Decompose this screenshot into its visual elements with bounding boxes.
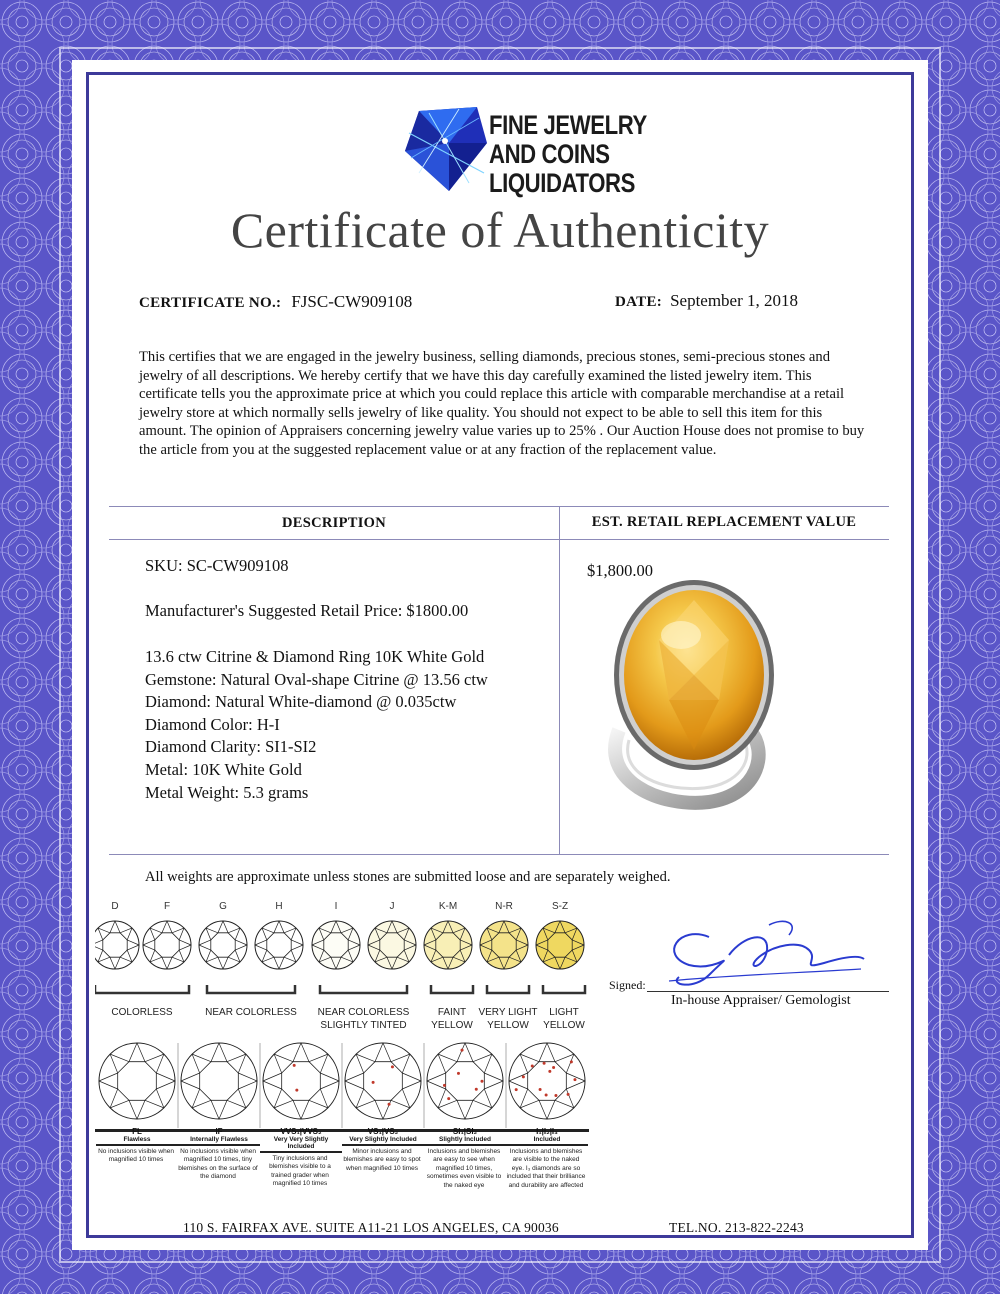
color-grade-letter: J [389,901,395,912]
clarity-grade-description: Tiny inclusions and blemishes visible to a trained grader when magnified 10 times [269,1155,331,1188]
certificate-number-row [139,292,412,312]
clarity-grade-name: Flawless [96,1136,178,1146]
table-bottom-rule [109,854,889,855]
color-category-bracket [207,985,295,993]
table-top-rule [109,506,889,507]
color-grade-letter: F [163,901,171,912]
color-grade-letter: K-M [438,901,458,912]
appraiser-signature [649,915,869,995]
page-title: Certificate of Authenticity [230,202,770,258]
clarity-grade-labels [95,1127,595,1217]
color-grade-diamond [368,921,416,969]
replacement-value: $1,800.00 [587,561,653,580]
clarity-grade-code: FL [132,1127,142,1136]
color-grade-letter: D [111,901,119,912]
clarity-grade-column [424,1127,506,1190]
clarity-grade-code: I₁|I₂|I₃ [536,1127,558,1136]
color-grade-diamond [312,921,360,969]
clarity-grade-name: Very Slightly Included [342,1136,424,1146]
clarity-grade-diamond [181,1043,257,1119]
item-detail-line: Diamond Color: H-I [145,714,280,734]
item-detail-line: 13.6 ctw Citrine & Diamond Ring 10K White Gold [145,647,485,666]
color-grade-letter: H [275,901,283,912]
color-category-label: NEAR COLORLESS [205,1007,297,1018]
intro-paragraph: This certifies that we are engaged in the jewelry business, selling diamonds, precious stones, semi-precious stones and jewelry of all descriptions. We hereby certify that we have this day carefully examined the listed jewelry item. This certificate tells you the approximate price at which you could replace this article with comparable merchandise at a retail jewelry store at which normally sells jewelry of like quality. You should not expect to be able to sell this item for this amount. The opinion of Appraisers concerning jewelry value varies up to 25% . Our Auction House does not promise to buy the article from you at the suggested replacement value or at any fraction of the replacement value. [139,349,865,458]
color-grade-diamond [424,921,472,969]
color-category-label: NEAR COLORLESS [317,1007,410,1018]
msrp-text: Manufacturer's Suggested Retail Price: $1800.00 [145,601,469,620]
clarity-grade-diamond [427,1043,503,1119]
weights-note: All weights are approximate unless stones are submitted loose and are separately weighed. [145,869,671,885]
sku-text: SKU: SC-CW909108 [145,556,289,575]
date-value: September 1, 2018 [670,291,799,310]
date-row [615,291,798,311]
color-category-label: YELLOW [431,1020,473,1031]
item-detail-line: Metal: 10K White Gold [145,759,302,779]
color-grade-diamond [143,921,191,969]
logo-gem-icon [399,103,491,195]
logo-line-1: FINE JEWELRY [489,110,647,140]
clarity-grade-code: SI₁|SI₂ [452,1127,478,1136]
clarity-grade-diamond [263,1043,339,1119]
color-grade-diamond [536,921,584,969]
clarity-grade-name: Internally Flawless [178,1136,260,1146]
signed-label: Signed: [609,978,646,992]
color-category-bracket [543,985,585,993]
appraiser-title: In-house Appraiser/ Gemologist [671,993,851,1008]
color-category-label: VERY LIGHT [478,1007,538,1018]
item-detail-line: Diamond Clarity: SI1-SI2 [145,737,317,757]
clarity-grade-column [260,1127,342,1189]
description-header: DESCRIPTION [281,515,386,531]
citrine-ring-image [589,580,789,810]
logo-line-2: AND COINS [489,139,610,169]
certificate-body [86,72,914,1238]
clarity-grade-column [178,1127,260,1182]
item-detail-line: Gemstone: Natural Oval-shape Citrine @ 13.56 ctw [145,669,488,689]
color-category-bracket [431,985,473,993]
color-grade-diamond [255,921,303,969]
clarity-grade-description: No inclusions visible when magnified 10 times [98,1148,174,1164]
clarity-grade-description: No inclusions visible when magnified 10 times, tiny blemishes on the surface of the diamond [178,1148,258,1181]
item-detail-line: Diamond: Natural White-diamond @ 0.035ctw [145,692,457,712]
clarity-grade-diamond [345,1043,421,1119]
item-details-list [145,646,488,804]
color-category-label: FAINT [437,1007,467,1018]
color-grade-diamond [480,921,528,969]
clarity-grade-column [342,1127,424,1173]
color-category-label: YELLOW [487,1020,529,1031]
footer-address: 110 S. FAIRFAX AVE. SUITE A11-21 LOS ANGELES, CA 90036 [183,1220,559,1235]
color-grade-diamond [95,921,139,969]
clarity-grade-code: VVS₁|VVS₂ [280,1127,322,1136]
table-column-divider [559,506,560,854]
signature-line [647,991,889,992]
color-category-label: YELLOW [543,1020,585,1031]
clarity-grade-code: IF [215,1127,223,1136]
logo-text [489,111,647,198]
clarity-grade-diamond [99,1043,175,1119]
date-label: DATE: [615,294,663,310]
color-category-label: SLIGHTLY TINTED [320,1020,407,1031]
clarity-grade-column [506,1127,588,1190]
certificate-number-label: CERTIFICATE NO.: [139,295,282,311]
clarity-grade-name: Very Very Slightly Included [260,1136,342,1153]
color-category-label: LIGHT [549,1007,579,1018]
clarity-grade-diamond [509,1043,585,1119]
clarity-grade-name: Slightly Included [424,1136,506,1146]
clarity-grade-description: Inclusions and blemishes are visible to the naked eye. I₃ diamonds are so included that their brilliance and durability are affected [506,1148,586,1189]
value-header: EST. RETAIL REPLACEMENT VALUE [591,514,857,530]
clarity-grade-name: Included [506,1136,588,1146]
clarity-grade-description: Minor inclusions and blemishes are easy to spot when magnified 10 times [343,1148,421,1172]
color-category-bracket [95,985,189,993]
color-grade-letter: N-R [495,901,513,912]
color-grade-letter: G [219,901,227,912]
color-grade-letter: S-Z [551,901,569,912]
item-detail-line: Metal Weight: 5.3 grams [145,782,309,802]
table-header-rule [109,539,889,540]
color-category-bracket [487,985,529,993]
clarity-grade-column [96,1127,178,1165]
color-grade-diamond [199,921,247,969]
color-category-bracket [320,985,407,993]
color-grade-letter: I [334,901,338,912]
logo-line-3: LIQUIDATORS [489,168,635,198]
certificate-number-value: FJSC-CW909108 [291,292,413,311]
color-category-label: COLORLESS [111,1007,173,1018]
clarity-grade-description: Inclusions and blemishes are easy to see when magnified 10 times, sometimes even visible to the naked eye [426,1148,502,1189]
clarity-grade-code: VS₁|VS₂ [367,1127,399,1136]
footer-phone: TEL.NO. 213-822-2243 [669,1220,804,1235]
